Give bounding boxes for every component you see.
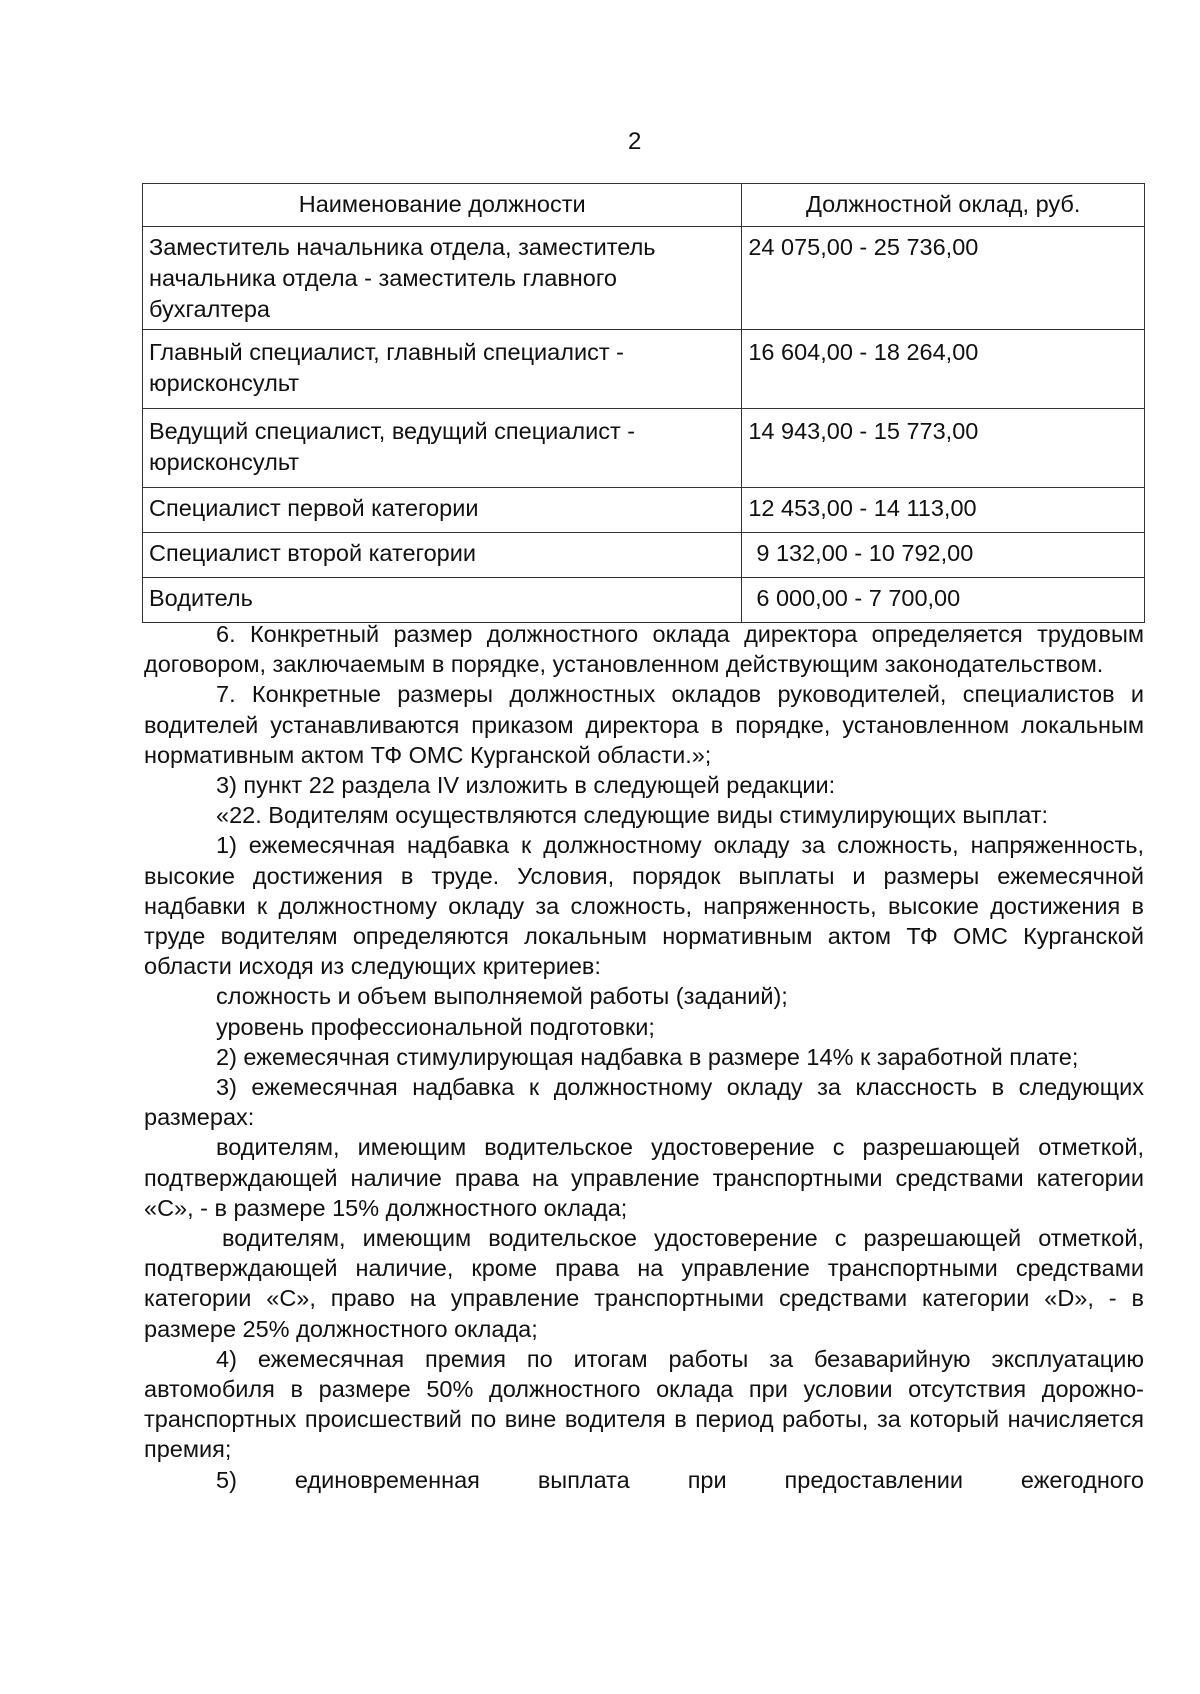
- position-cell: Главный специалист, главный специалист - юрисконсульт: [143, 330, 742, 409]
- table-row: [143, 533, 1145, 578]
- column-header-salary: Должностной оклад, руб.: [742, 184, 1145, 227]
- table-row: [143, 409, 1145, 488]
- salary-table: [142, 183, 1145, 623]
- paragraph-subitem-1: 1) ежемесячная надбавка к должностному окладу за сложность, напряженность, высокие достижения в труде. Условия, порядок выплаты и размеры ежемесячной надбавки к должностному окладу за сложность, напряженность, высокие достижения в труде водителям определяются локальным нормативным актом ТФ ОМС Курганской области исходя из следующих критериев:: [144, 832, 1144, 980]
- criteria-item: сложность и объем выполняемой работы (заданий);: [216, 983, 788, 1010]
- table-row: [143, 330, 1145, 409]
- paragraph-subitem-3: 3) ежемесячная надбавка к должностному окладу за классность в следующих размерах:: [144, 1074, 1144, 1131]
- paragraph-6: 6. Конкретный размер должностного оклада директора определяется трудовым договором, заключаемым в порядке, установленном действующим законодательством.: [144, 621, 1144, 678]
- salary-cell: 6 000,00 - 7 700,00: [742, 578, 1145, 623]
- classness-category-c: водителям, имеющим водительское удостоверение с разрешающей отметкой, подтверждающей наличие права на управление транспортными средствами категории «C», - в размере 15% должностного оклада;: [144, 1134, 1144, 1221]
- page-number: 2: [628, 128, 642, 155]
- criteria-item: уровень профессиональной подготовки;: [216, 1013, 655, 1040]
- table-row: [143, 488, 1145, 533]
- position-cell: Заместитель начальника отдела, заместитель начальника отдела - заместитель главного бухгалтера: [143, 227, 742, 330]
- paragraph-7: 7. Конкретные размеры должностных окладов руководителей, специалистов и водителей устанавливаются приказом директора в порядке, установленном локальным нормативным актом ТФ ОМС Курганской области.»;: [144, 681, 1144, 768]
- paragraph-22-intro: «22. Водителям осуществляются следующие виды стимулирующих выплат:: [216, 802, 1049, 829]
- salary-cell: 16 604,00 - 18 264,00: [742, 330, 1145, 409]
- paragraph-subitem-2: 2) ежемесячная стимулирующая надбавка в размере 14% к заработной плате;: [216, 1043, 1079, 1070]
- document-body: [144, 619, 1144, 1495]
- table-header-row: [143, 184, 1145, 227]
- position-cell: Водитель: [143, 578, 742, 623]
- table-row: [143, 578, 1145, 623]
- table-row: [143, 227, 1145, 330]
- salary-cell: 14 943,00 - 15 773,00: [742, 409, 1145, 488]
- paragraph-subitem-5: 5) единовременная выплата при предоставлении ежегодного: [216, 1466, 1144, 1493]
- position-cell: Специалист второй категории: [143, 533, 742, 578]
- salary-cell: 9 132,00 - 10 792,00: [742, 533, 1145, 578]
- salary-cell: 24 075,00 - 25 736,00: [742, 227, 1145, 330]
- position-cell: Ведущий специалист, ведущий специалист - юрисконсульт: [143, 409, 742, 488]
- classness-category-d: водителям, имеющим водительское удостоверение с разрешающей отметкой, подтверждающей наличие, кроме права на управление транспортными средствами категории «C», право на управление транспортными средствами категории «D», - в размере 25% должностного оклада;: [144, 1225, 1144, 1342]
- paragraph-item-3: 3) пункт 22 раздела IV изложить в следующей редакции:: [216, 772, 836, 799]
- position-cell: Специалист первой категории: [143, 488, 742, 533]
- column-header-position: Наименование должности: [143, 184, 742, 227]
- paragraph-subitem-4: 4) ежемесячная премия по итогам работы за безаварийную эксплуатацию автомобиля в размере 50% должностного оклада при условии отсутствия дорожно-транспортных происшествий по вине водителя в период работы, за который начисляется премия;: [144, 1345, 1144, 1463]
- salary-cell: 12 453,00 - 14 113,00: [742, 488, 1145, 533]
